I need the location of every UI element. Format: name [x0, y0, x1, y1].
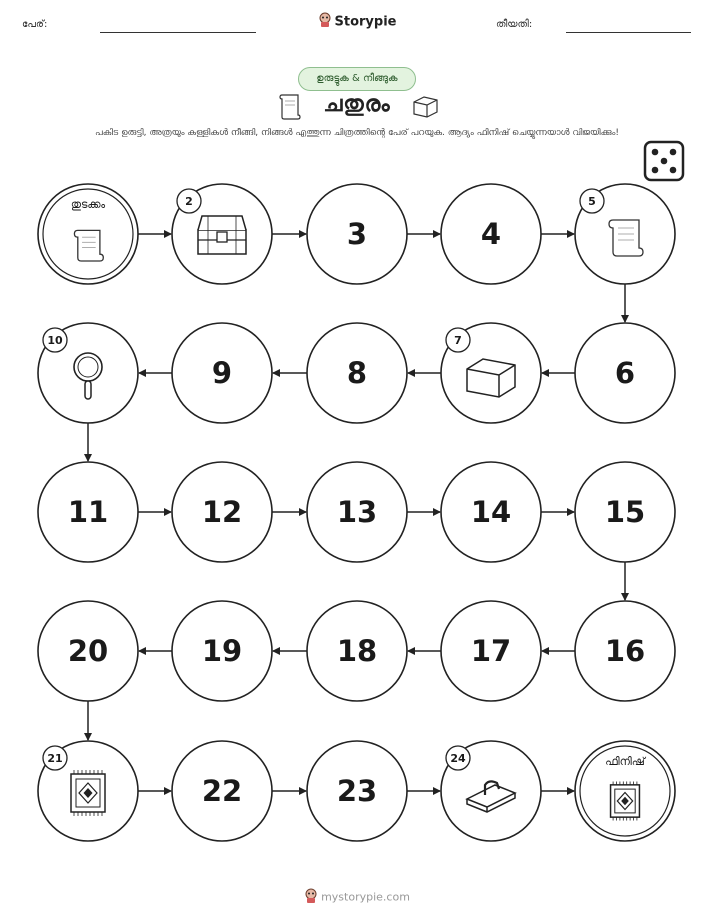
cell-number: 12: [201, 495, 243, 529]
footer-mascot-icon: [304, 888, 318, 907]
rug-icon: [71, 770, 105, 816]
brand-name: Storypie: [334, 14, 397, 30]
board-cell[interactable]: [575, 601, 675, 701]
footer: [0, 888, 714, 907]
game-type-pill: ഉരുട്ടുക & നീങ്ങുക: [298, 67, 416, 91]
cell-badge-number: 7: [454, 334, 462, 347]
cell-number: 23: [336, 774, 378, 808]
rug-icon: [611, 781, 640, 820]
cell-number: 11: [67, 495, 109, 529]
cell-badge-number: 5: [588, 195, 596, 208]
cell-number: 3: [346, 217, 368, 251]
board-cell[interactable]: [172, 601, 272, 701]
cell-number: 22: [201, 774, 243, 808]
cube-icon: [467, 359, 515, 397]
cell-badge-number: 10: [47, 334, 63, 347]
footer-website[interactable]: mystorypie.com: [321, 890, 410, 904]
board-cell[interactable]: [441, 462, 541, 562]
cell-badge-number: 24: [450, 752, 466, 765]
board-cell[interactable]: [441, 741, 541, 841]
board-cell[interactable]: [172, 323, 272, 423]
name-label: പേര്:: [22, 19, 48, 30]
instructions: പകിട ഉരുട്ടി, അത്രയും കള്ളികൾ നീങ്ങി, നിങ്ങൾ എത്തുന്ന ചിത്രത്തിന്റെ പേര് പറയുക. ആദ്യം ഫിനിഷ് ചെയ്യുന്നയാൾ വിജയിക്കും!: [95, 128, 619, 138]
board-cell[interactable]: [307, 741, 407, 841]
game-title: ചതുരം: [323, 92, 391, 117]
board-cell[interactable]: [307, 462, 407, 562]
board-cell[interactable]: [172, 462, 272, 562]
cell-number: 4: [480, 217, 502, 251]
date-label: തീയതി:: [496, 19, 533, 30]
board-cell[interactable]: [575, 184, 675, 284]
cell-number: 18: [336, 634, 378, 668]
cell-number: 13: [336, 495, 378, 529]
board-cell[interactable]: [441, 184, 541, 284]
board-cell[interactable]: [38, 462, 138, 562]
board-cell[interactable]: [38, 323, 138, 423]
board-cell[interactable]: [307, 323, 407, 423]
cell-number: 9: [211, 356, 233, 390]
board-cell[interactable]: [441, 601, 541, 701]
start-cell[interactable]: [38, 184, 138, 284]
board-cell[interactable]: [441, 323, 541, 423]
finish-cell[interactable]: [575, 741, 675, 841]
cell-number: 19: [201, 634, 243, 668]
cell-number: 6: [614, 356, 636, 390]
cell-badge-number: 21: [47, 752, 63, 765]
treasure-chest-icon: [198, 216, 246, 254]
board-cell[interactable]: [307, 601, 407, 701]
board-cell[interactable]: [575, 323, 675, 423]
board-cell[interactable]: [38, 601, 138, 701]
cell-number: 20: [67, 634, 109, 668]
start-label: തുടക്കം: [70, 198, 106, 211]
cell-number: 15: [604, 495, 646, 529]
board-cell[interactable]: [172, 741, 272, 841]
cell-number: 14: [470, 495, 512, 529]
cell-number: 16: [604, 634, 646, 668]
scroll-icon: [609, 220, 643, 256]
board-cell[interactable]: [172, 184, 272, 284]
board-cell[interactable]: [307, 184, 407, 284]
cell-number: 8: [346, 356, 368, 390]
scroll-icon: [74, 230, 103, 261]
finish-label: ഫിനിഷ്: [605, 755, 645, 768]
cell-number: 17: [470, 634, 512, 668]
cell-badge-number: 2: [185, 195, 193, 208]
board-cell[interactable]: [575, 462, 675, 562]
board-cell[interactable]: [38, 741, 138, 841]
